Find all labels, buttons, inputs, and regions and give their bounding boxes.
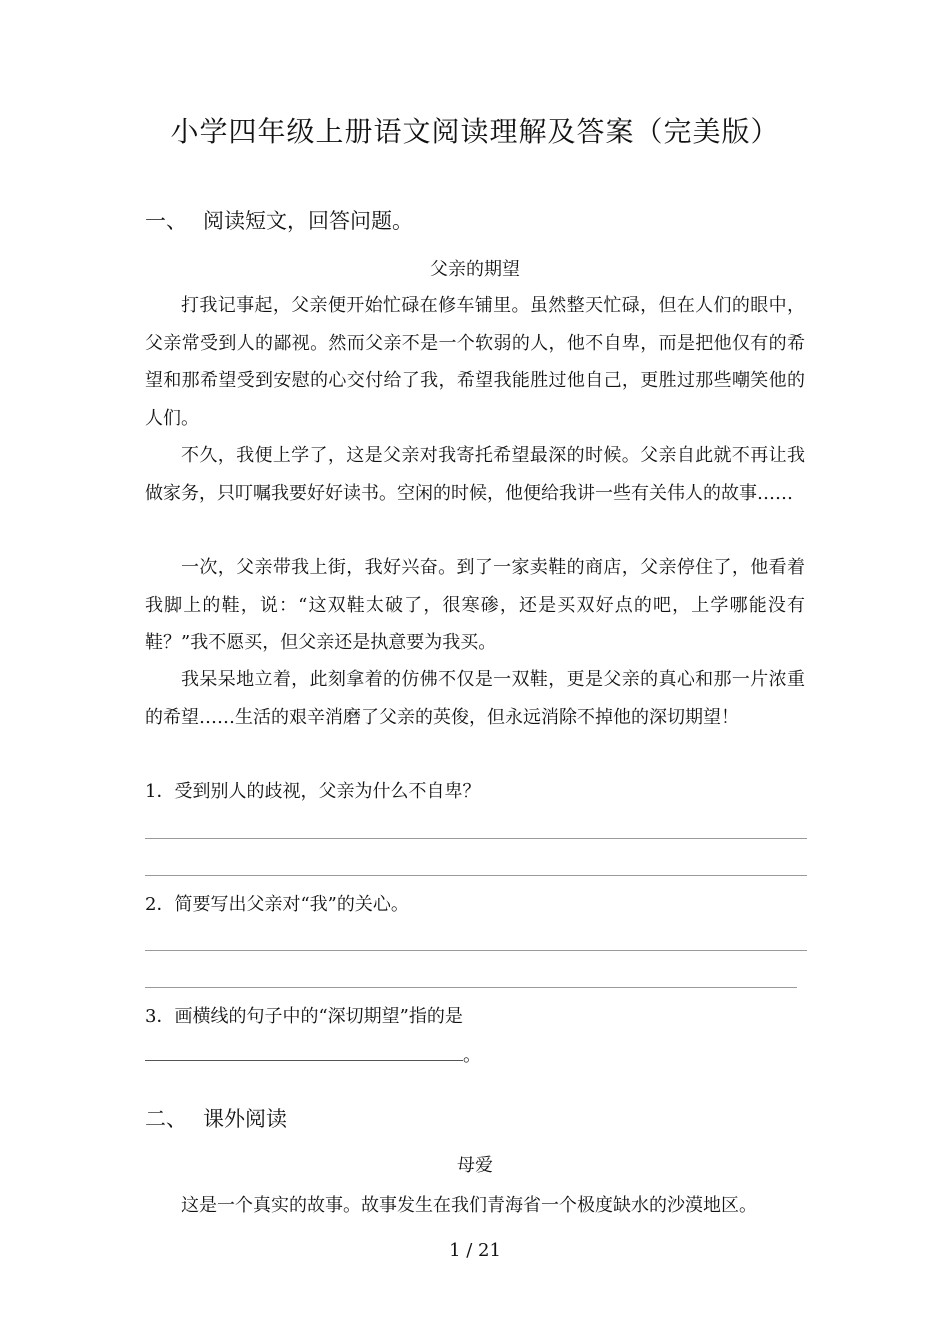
section-1-number: 一、 xyxy=(145,209,187,233)
section-1-heading-text: 阅读短文，回答问题。 xyxy=(203,209,413,233)
passage-1-title: 父亲的期望 xyxy=(430,259,520,280)
passage-1-paragraph-2: 不久，我便上学了，这是父亲对我寄托希望最深的时候。父亲自此就不再让我做家务，只叮嘱我要好好读书。空闲的时候，他便给我讲一些有关伟人的故事…… xyxy=(145,445,805,504)
passage-2-title: 母爱 xyxy=(457,1155,493,1176)
passage-1-paragraph-3: 一次，父亲带我上街，我好兴奋。到了一家卖鞋的商店，父亲停住了，他看着我脚上的鞋，说：“这双鞋太破了，很寒碜，还是买双好点的吧，上学哪能没有鞋？”我不愿买，但父亲还是执意要为我买。 xyxy=(145,557,805,653)
document-title: 小学四年级上册语文阅读理解及答案（完美版） xyxy=(170,115,780,148)
answer-line[interactable] xyxy=(145,987,797,988)
question-1: 1．受到别人的歧视，父亲为什么不自卑？ xyxy=(145,781,481,802)
fill-in-blank[interactable] xyxy=(145,1040,463,1061)
answer-line[interactable] xyxy=(145,950,807,951)
question-3: 3．画横线的句子中的“深切期望”指的是 xyxy=(145,1006,463,1027)
section-2-heading-text: 课外阅读 xyxy=(203,1107,287,1131)
blank-suffix: 。 xyxy=(463,1045,481,1066)
question-2: 2．简要写出父亲对“我”的关心。 xyxy=(145,894,409,915)
section-1-heading xyxy=(145,206,413,236)
page-number: 1 / 21 xyxy=(449,1240,501,1261)
passage-2-paragraph-1: 这是一个真实的故事。故事发生在我们青海省一个极度缺水的沙漠地区。 xyxy=(181,1195,757,1216)
passage-1-paragraph-1: 打我记事起，父亲便开始忙碌在修车铺里。虽然整天忙碌，但在人们的眼中，父亲常受到人的鄙视。然而父亲不是一个软弱的人，他不自卑，而是把他仅有的希望和那希望受到安慰的心交付给了我，希望我能胜过他自己，更胜过那些嘲笑他的人们。 xyxy=(145,295,805,429)
section-2-heading xyxy=(145,1104,287,1134)
question-3-blank-row xyxy=(145,1040,481,1070)
answer-line[interactable] xyxy=(145,838,807,839)
passage-1-paragraph-4: 我呆呆地立着，此刻拿着的仿佛不仅是一双鞋，更是父亲的真心和那一片浓重的希望……生活的艰辛消磨了父亲的英俊，但永远消除不掉他的深切期望！ xyxy=(145,669,805,728)
answer-line[interactable] xyxy=(145,875,807,876)
section-2-number: 二、 xyxy=(145,1107,187,1131)
